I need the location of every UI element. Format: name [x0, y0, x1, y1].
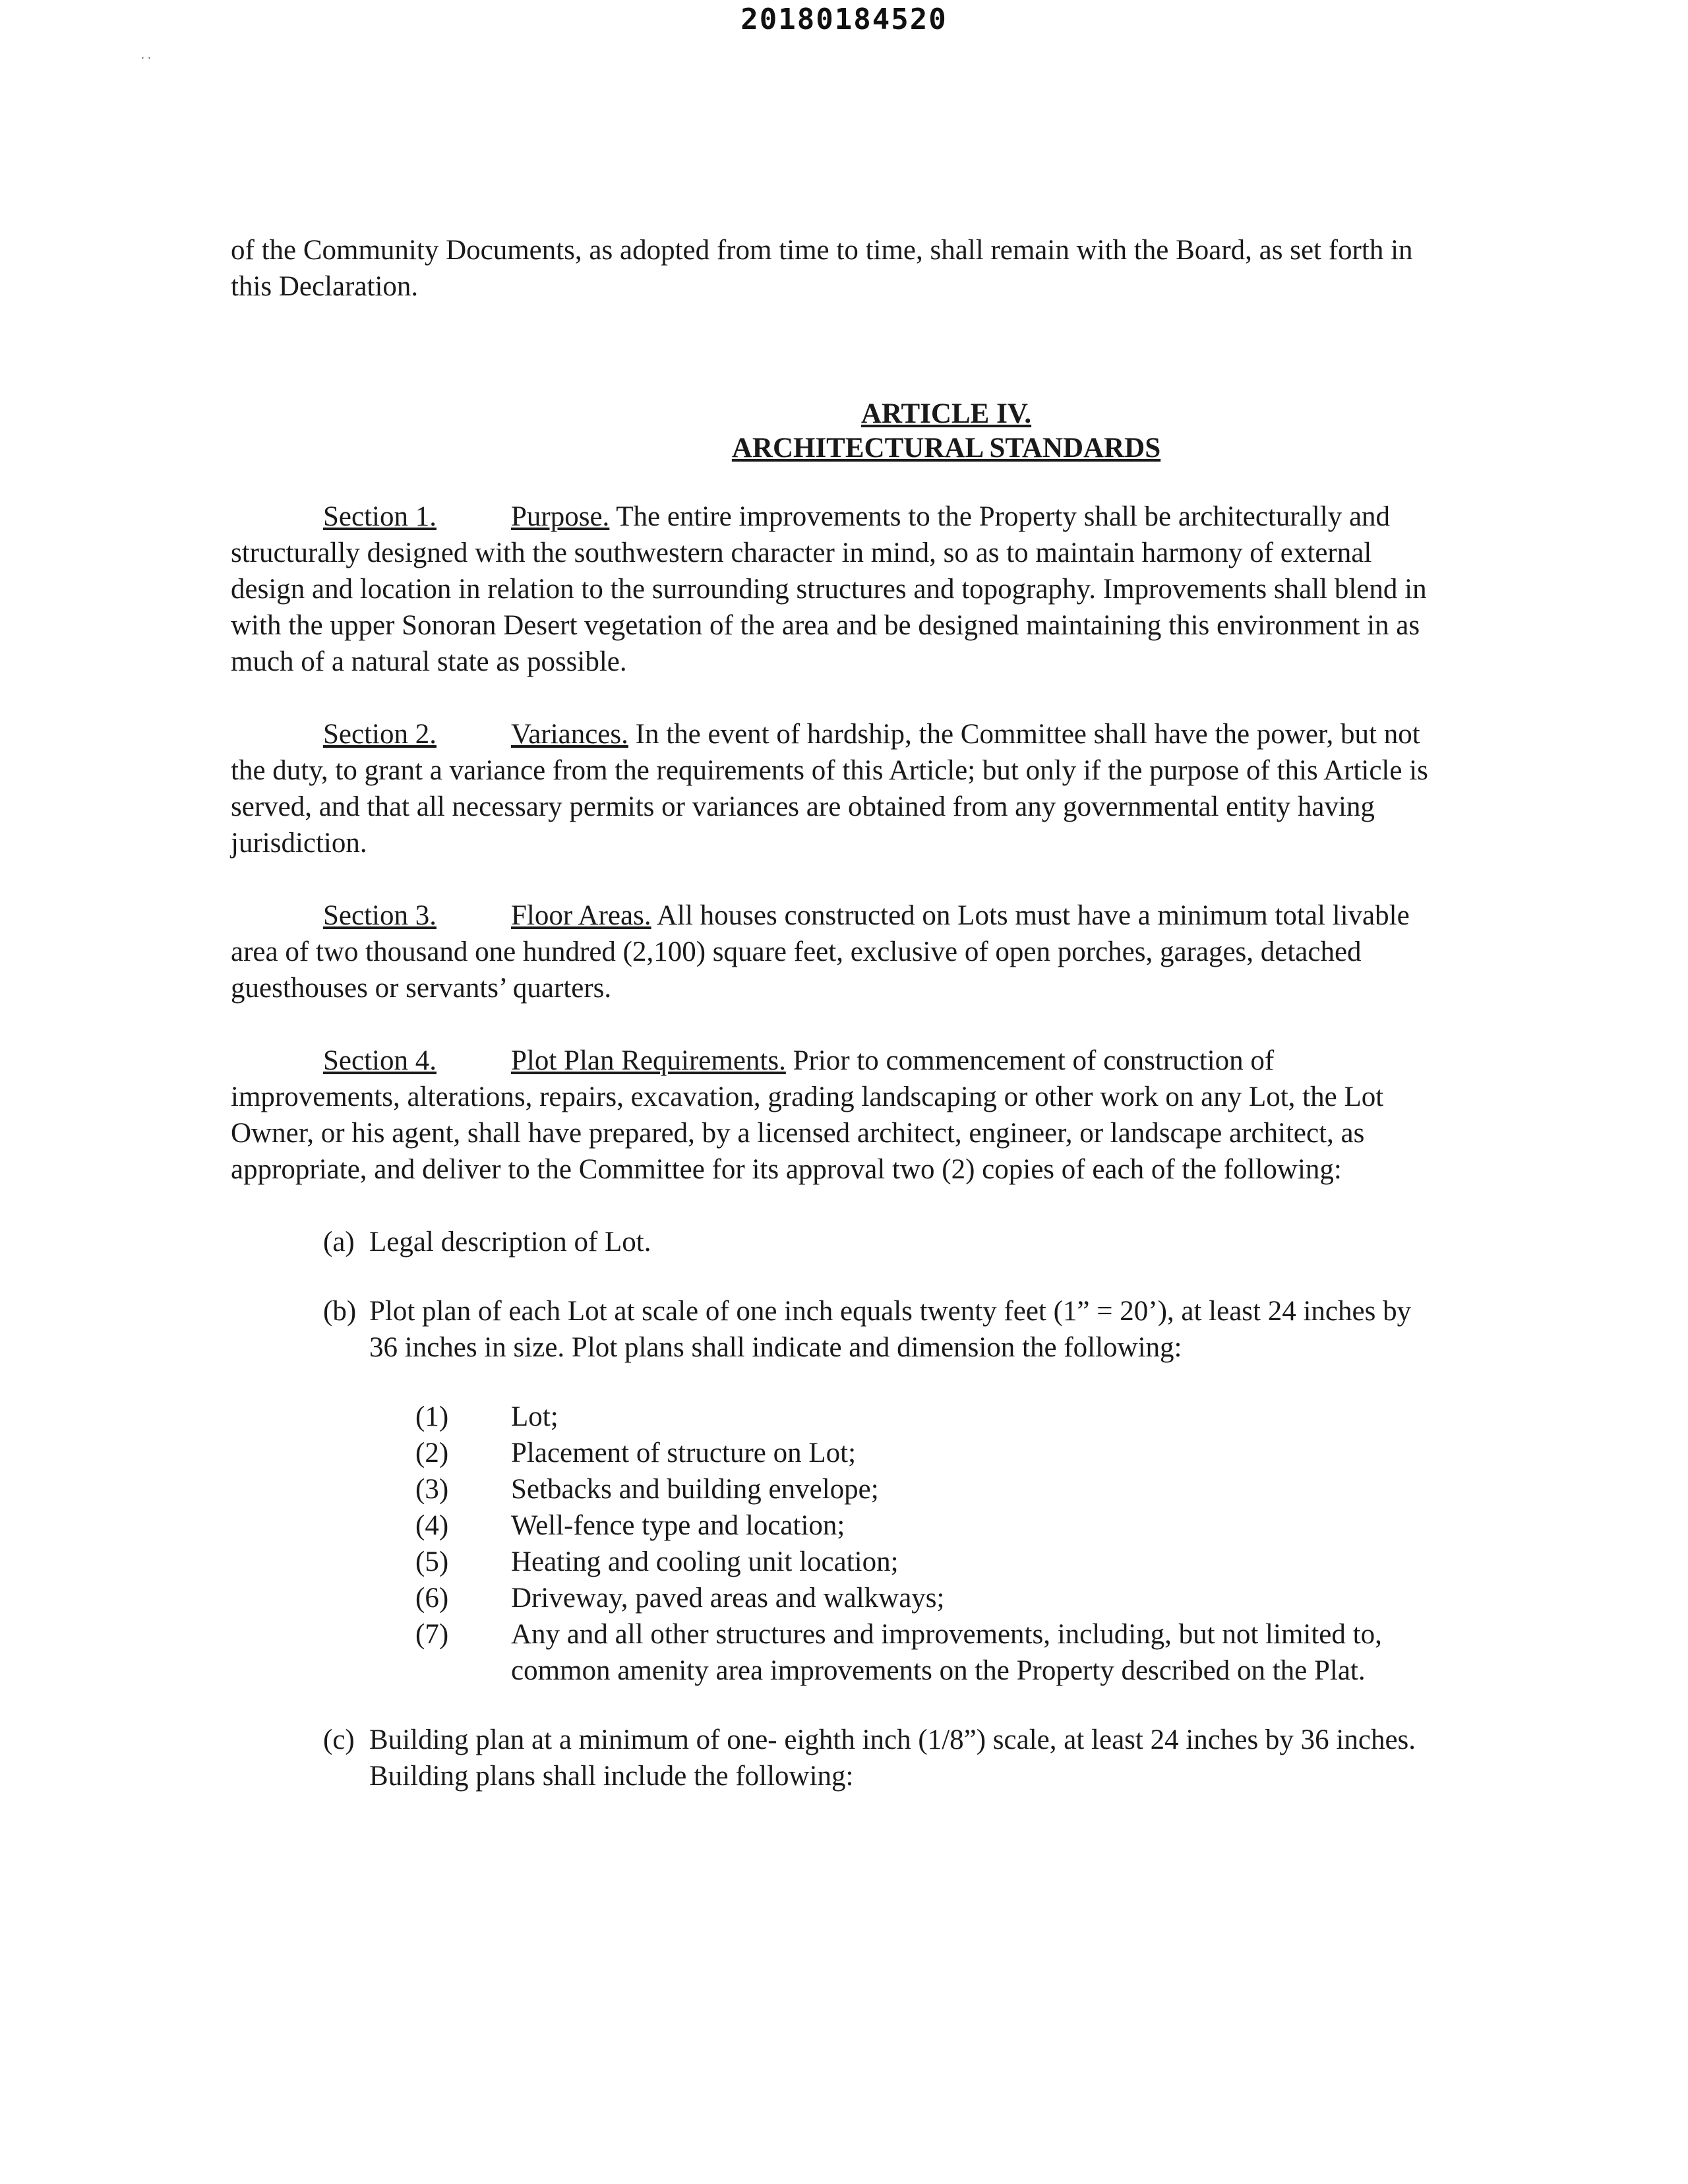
list-item: [231, 1435, 1474, 1471]
section-2: [231, 716, 1437, 861]
document-number: 20180184520: [740, 3, 948, 36]
article-heading: [231, 397, 1437, 466]
list-item-number: (1): [415, 1401, 449, 1432]
sub-item-a: [231, 1224, 1437, 1260]
section-label: Section 2.: [323, 719, 437, 750]
list-item-text: Placement of structure on Lot;: [511, 1438, 857, 1469]
list-item-text: Any and all other structures and improvements, including, but not limited to, common amenity area improvements on the Property described on the Plat.: [511, 1619, 1382, 1686]
plot-plan-list: [231, 1399, 1437, 1689]
list-item-number: (2): [415, 1438, 449, 1469]
list-item: [231, 1580, 1474, 1616]
list-item-number: (6): [415, 1583, 449, 1614]
article-number: ARTICLE IV.: [860, 398, 1032, 429]
list-item-number: (3): [415, 1474, 449, 1505]
list-item-number: (7): [415, 1619, 449, 1650]
list-item-text: Heating and cooling unit location;: [511, 1546, 899, 1577]
sub-item-c: [231, 1722, 1437, 1794]
intro-paragraph: of the Community Documents, as adopted from time to time, shall remain with the Board, as set forth in this Declaration.: [231, 235, 1413, 302]
section-text: In the event of hardship, the Committee shall have the power, but not the duty, to grant a variance from the requirements of this Article; but only if the purpose of this Article is served, and that all necessary permits or variances are obtained from any governmental entity having jurisdiction.: [231, 719, 1428, 859]
document-page: [231, 232, 1437, 1827]
article-title: ARCHITECTURAL STANDARDS: [731, 433, 1161, 464]
sub-item-marker: (c): [323, 1724, 355, 1755]
section-title: Plot Plan Requirements.: [511, 1045, 786, 1076]
section-1: [231, 499, 1437, 680]
list-item-text: Lot;: [511, 1401, 558, 1432]
section-3: [231, 897, 1437, 1006]
list-item-text: Well-fence type and location;: [511, 1510, 845, 1541]
sub-item-text: Plot plan of each Lot at scale of one inch equals twenty feet (1” = 20’), at least 24 inches by 36 inches in size. Plot plans shall indicate and dimension the following:: [369, 1296, 1412, 1363]
section-text: The entire improvements to the Property shall be architecturally and structurally designed with the southwestern character in mind, so as to maintain harmony of external design and location in relation to the surrounding structures and topography. Improvements shall blend in with the upper Sonoran Desert vegetation of the area and be designed maintaining this environment in as much of a natural state as possible.: [231, 501, 1427, 677]
list-item-number: (4): [415, 1510, 449, 1541]
list-item: [231, 1507, 1474, 1544]
section-title: Variances.: [511, 719, 628, 750]
section-label: Section 1.: [323, 501, 437, 532]
list-item: [231, 1616, 1474, 1689]
list-item: [231, 1544, 1474, 1580]
section-4: [231, 1043, 1437, 1188]
sub-item-text: Building plan at a minimum of one- eighth inch (1/8”) scale, at least 24 inches by 36 inches. Building plans shall include the following:: [369, 1724, 1416, 1792]
section-title: Purpose.: [511, 501, 610, 532]
sub-item-marker: (a): [323, 1227, 355, 1258]
section-label: Section 3.: [323, 900, 437, 931]
section-title: Floor Areas.: [511, 900, 651, 931]
section-text: All houses constructed on Lots must have a minimum total livable area of two thousand one hundred (2,100) square feet, exclusive of open porches, garages, detached guesthouses or servants’ quarters.: [231, 900, 1410, 1004]
sub-item-text: Legal description of Lot.: [369, 1227, 651, 1258]
scan-specks: . .: [141, 47, 151, 62]
list-item: [231, 1399, 1474, 1435]
list-item-text: Driveway, paved areas and walkways;: [511, 1583, 945, 1614]
section-text: Prior to commencement of construction of improvements, alterations, repairs, excavation, grading landscaping or other work on any Lot, the Lot Owner, or his agent, shall have prepared, by a licensed architect, engineer, or landscape architect, as appropriate, and deliver to the Committee for its approval two (2) copies of each of the following:: [231, 1045, 1384, 1185]
list-item: [231, 1471, 1474, 1507]
sub-item-b: [231, 1293, 1437, 1366]
list-item-number: (5): [415, 1546, 449, 1577]
sub-item-marker: (b): [323, 1296, 357, 1327]
list-item-text: Setbacks and building envelope;: [511, 1474, 879, 1505]
section-label: Section 4.: [323, 1045, 437, 1076]
